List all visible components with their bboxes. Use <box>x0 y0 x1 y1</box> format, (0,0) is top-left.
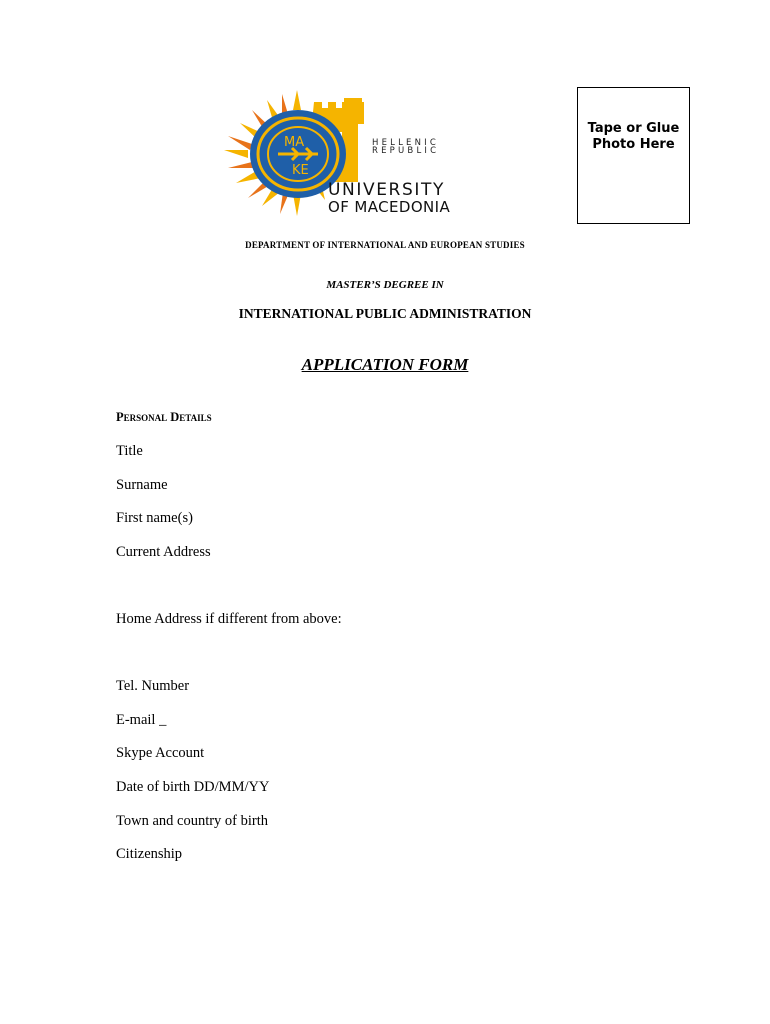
seal-text-bottom: KE <box>292 163 309 178</box>
photo-box[interactable] <box>577 87 690 224</box>
field-email[interactable]: E-mail _ <box>116 712 167 728</box>
section-heading-personal-details: Personal Details <box>116 410 212 424</box>
field-tel-number[interactable]: Tel. Number <box>116 678 190 694</box>
logo-country-line1: HELLENIC <box>372 138 440 148</box>
logo-university-line2: OF MACEDONIA <box>328 198 451 216</box>
program-name: INTERNATIONAL PUBLIC ADMINISTRATION <box>238 306 532 321</box>
department-name: DEPARTMENT OF INTERNATIONAL AND EUROPEAN STUDIES <box>245 240 525 250</box>
field-title[interactable]: Title <box>116 443 143 459</box>
form-title: APPLICATION FORM <box>301 355 469 374</box>
logo-country-line2: REPUBLIC <box>372 146 440 156</box>
photo-box-line2: Photo Here <box>592 137 675 152</box>
logo-country-text <box>372 139 439 155</box>
seal-text-top: MA <box>284 135 305 150</box>
field-surname[interactable]: Surname <box>116 477 168 493</box>
field-citizenship[interactable]: Citizenship <box>116 846 183 862</box>
photo-box-line1: Tape or Glue <box>587 121 680 136</box>
field-birthplace[interactable]: Town and country of birth <box>116 813 269 829</box>
field-first-names[interactable]: First name(s) <box>116 510 193 526</box>
field-current-address[interactable]: Current Address <box>116 544 211 560</box>
degree-label: MASTER’S DEGREE IN <box>326 279 444 291</box>
field-skype[interactable]: Skype Account <box>116 745 205 761</box>
logo-university-line1: UNIVERSITY <box>328 180 445 200</box>
field-date-of-birth[interactable]: Date of birth DD/MM/YY <box>116 779 270 795</box>
field-home-address[interactable]: Home Address if different from above: <box>116 611 342 627</box>
